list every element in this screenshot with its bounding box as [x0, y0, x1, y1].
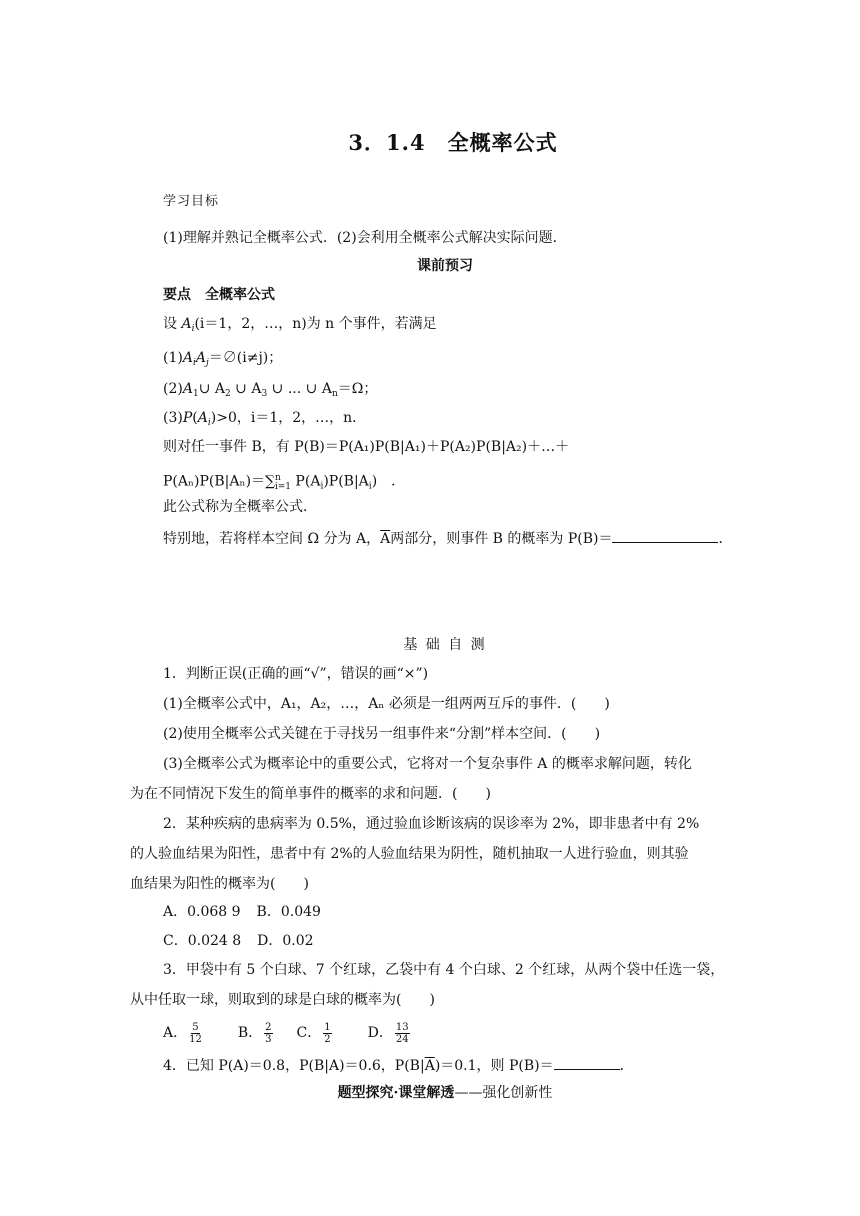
question-1-item-3-line-1: (3)全概率公式为概率论中的重要公式，它将对一个复杂事件 A 的概率求解问题，转化: [163, 756, 692, 772]
question-1: 1．判断正误(正确的画“√”，错误的画“×”): [163, 666, 429, 682]
formula-line-2: P(Aₙ)P(B|Aₙ)＝∑$^n_{i=1}$ $P(A_i)P(B|A_i)$ ．: [163, 473, 406, 492]
fraction: $\frac{1}{2}$: [324, 1021, 331, 1045]
fraction: $\frac{13}{24}$: [395, 1021, 409, 1045]
question-1-item-3-line-2: 为在不同情况下发生的简单事件的概率的求和问题．( ): [130, 786, 491, 802]
question-2-options-row-2: [163, 931, 314, 951]
fraction: $\frac{5}{12}$: [189, 1021, 202, 1045]
condition-3: $(3)P(A_i)>0$，i＝1，2，…，n．: [163, 410, 367, 428]
question-4: 4．已知 P(A)＝0.8，P(B|A)＝0.6，$P(B|\overline{A})=0.1$，则 P(B)＝ ．: [163, 1055, 634, 1076]
preview-heading: 课前预习: [417, 258, 473, 274]
option-c: C．0.024 8: [163, 933, 242, 949]
condition-2: $(2)A_1\cup$ $A_2$ ∪ $A_3$ ∪ ... ∪ $A_n=\Omega$；: [163, 381, 378, 399]
formula-name: 此公式称为全概率公式．: [163, 499, 317, 515]
answer-blank[interactable]: [612, 528, 718, 543]
option-d: D．0.02: [257, 933, 314, 949]
question-2-options-row-1: [163, 902, 321, 922]
question-2-line-2: 的人验血结果为阳性，患者中有 2%的人验血结果为阴性，随机抽取一人进行验血，则其验: [130, 846, 689, 862]
goals-heading: 学习目标: [163, 194, 220, 209]
option-d: D． $\frac{13}{24}$: [367, 1021, 409, 1045]
question-2-line-3: 血结果为阳性的概率为( ): [130, 876, 309, 892]
question-3-options: [163, 1020, 412, 1046]
fraction: $\frac{2}{3}$: [265, 1021, 272, 1045]
key-point-label: 要点 全概率公式: [163, 287, 275, 303]
formula-line-1: 则对任一事件 B，有 P(B)＝P(A₁)P(B|A₁)＋P(A₂)P(B|A₂)＋…＋: [163, 439, 570, 455]
definition-intro: 设 $A_i(i=1$，2，…，n)为 n 个事件，若满足: [163, 316, 437, 334]
question-1-item-1: (1)全概率公式中，A₁，A₂，…，Aₙ 必须是一组两两互斥的事件．( ): [163, 696, 610, 712]
goals-text: (1)理解并熟记全概率公式．(2)会利用全概率公式解决实际问题．: [163, 230, 567, 246]
section-footer-heading: 题型探究·课堂解透——强化创新性: [337, 1085, 553, 1101]
self-test-heading: 基 础 自 测: [403, 637, 487, 653]
option-c: C． $\frac{1}{2}$: [296, 1021, 331, 1045]
page-title: 3．1.4 全概率公式: [348, 130, 558, 155]
condition-1: $(1)A_iA_j=\emptyset(i\ne j)$；: [163, 350, 283, 368]
option-b: B． $\frac{2}{3}$: [237, 1021, 272, 1045]
special-case: 特别地，若将样本空间 Ω 分为 A，$\overline{A}$两部分，则事件 B 的概率为 P(B)＝ ．: [163, 528, 732, 549]
question-2-line-1: 2．某种疾病的患病率为 0.5%，通过验血诊断该病的误诊率为 2%，即非患者中有 2%: [163, 816, 700, 832]
option-b: B．0.049: [256, 904, 321, 920]
question-3-line-2: 从中任取一球，则取到的球是白球的概率为( ): [130, 992, 435, 1008]
answer-blank[interactable]: [554, 1055, 620, 1070]
question-3-line-1: 3．甲袋中有 5 个白球、7 个红球，乙袋中有 4 个白球、2 个红球，从两个袋中任选一袋，: [163, 962, 725, 978]
question-1-item-2: (2)使用全概率公式关键在于寻找另一组事件来“分割”样本空间．( ): [163, 726, 601, 742]
option-a: A．0.068 9: [163, 904, 241, 920]
option-a: A． $\frac{5}{12}$: [163, 1021, 202, 1045]
